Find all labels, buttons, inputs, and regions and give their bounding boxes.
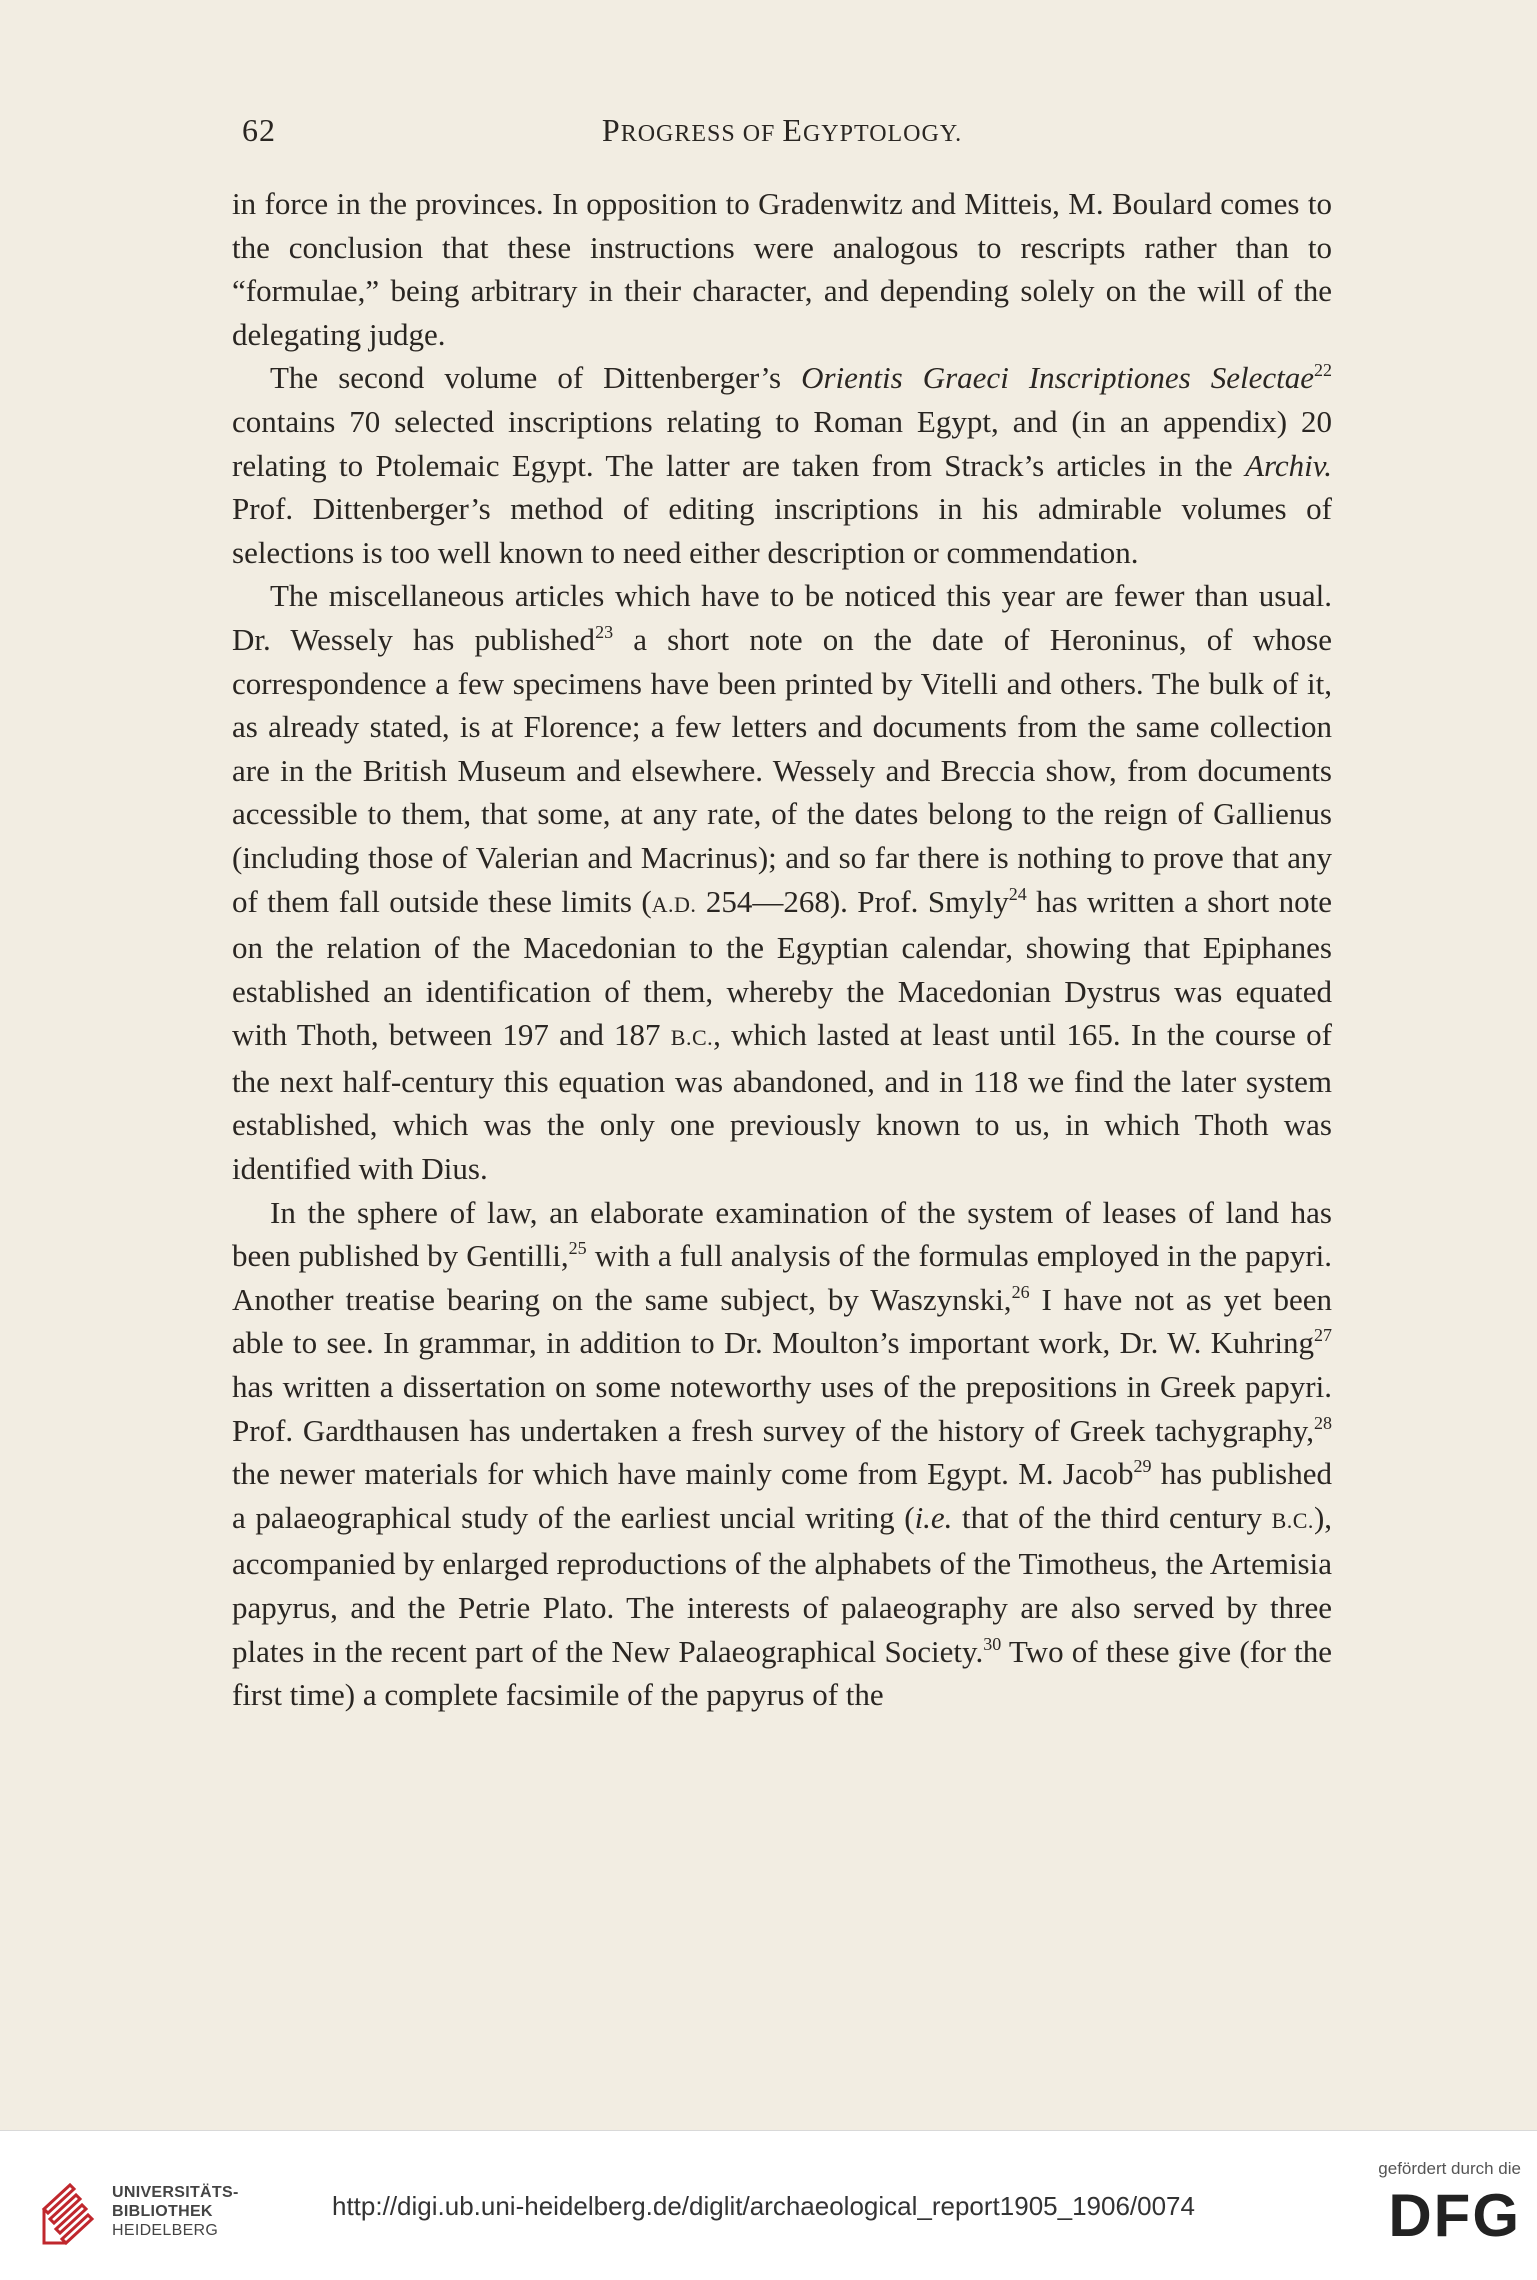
source-url-link[interactable]: http://digi.ub.uni-heidelberg.de/diglit/archaeological_report1905_1906/0074 [332,2191,1195,2221]
text-run: has written a dissertation on some noteworthy uses of the prepositions in Greek papyri. Prof. Gardthausen has undertaken a fresh survey of the history of Greek tachygraphy, [232,1369,1332,1448]
running-head [232,112,1332,149]
text-run: ), accompanied by enlarged reproductions of the alphabets of the Timotheus, the Artemisia papyrus, and the Petrie Plato. The interests of palaeography are also served by three plates in the recent part of the New Palaeographical Society. [232,1499,1333,1669]
text-run: The second volume of Dittenberger’s [270,360,802,396]
text-run: in force in the provinces. In opposition to Gradenwitz and Mitteis, M. Boulard comes to the conclusion that these instructions were analogous to rescripts rather than to “formulae,” being arbitrary in their character, and depending solely on the will of the delegating judge. [232,186,1332,352]
library-name-line: UNIVERSITÄTS- [112,2184,239,2201]
ub-heidelberg-logo-icon [40,2179,100,2247]
library-name-line: BIBLIOTHEK [112,2203,213,2220]
footnote-ref: 26 [1011,1281,1030,1302]
small-caps-text: A.D. [651,891,697,917]
running-head-part: GYPTOLOGY. [802,121,963,147]
footnote-ref: 30 [983,1633,1002,1654]
page-header [232,112,1332,162]
body-text [232,182,1332,1717]
text-run: 254—268). Prof. Smyly [696,883,1009,919]
footnote-ref: 29 [1133,1456,1152,1477]
text-run: a short note on the date of Heroninus, of whose correspondence a few specimens have been printed by Vitelli and others. The bulk of it, as already stated, is at Florence; a few letters and documents from the same collection are in the British Museum and elsewhere. Wessely and Breccia show, from documents accessible to them, that some, at any rate, of the dates belong to the reign of Gallienus (including those of Valerian and Macrinus); and so far there is nothing to prove that any of them fall outside these limits ( [232,621,1332,919]
page-number: 62 [242,112,276,148]
text-run: In the sphere of law, an elaborate examination of the system of leases of land has been published by Gentilli, [232,1194,1332,1274]
footer-bar [0,2130,1537,2280]
text-run: that of the third century [952,1499,1272,1535]
running-head-part: P [601,112,621,148]
text-run: Two of these give (for the first time) a complete facsimile of the papyrus of the [232,1633,1332,1713]
text-run: The miscellaneous articles which have to be noticed this year are fewer than usual. Dr. Wessely has published [232,578,1332,657]
running-head-part: E [782,112,803,148]
italic-text: Archiv. [1245,447,1332,483]
text-run: has written a short note on the relation of the Macedonian to the Egyptian calendar, showing that Epiphanes established an identification of them, whereby the Macedonian Dystrus was equated with Thoth, between 197 and 187 [232,883,1333,1053]
funding-caption: gefördert durch die [1378,2159,1521,2178]
footnote-ref: 22 [1313,360,1332,381]
text-run: has published a palaeographical study of the earliest uncial writing ( [232,1456,1333,1535]
text-run: Prof. Dittenberger’s method of editing inscriptions in his admirable volumes of selections is too well known to need either description or commendation. [232,491,1332,570]
text-run: the newer materials for which have mainly come from Egypt. M. Jacob [232,1456,1134,1492]
dfg-logo: DFG [1388,2182,1521,2249]
italic-text: i.e. [914,1499,953,1535]
small-caps-text: B.C. [670,1025,714,1051]
footnote-ref: 28 [1314,1412,1332,1433]
small-caps-text: B.C. [1271,1507,1314,1533]
text-run: I have not as yet been able to see. In grammar, in addition to Dr. Moulton’s important work, Dr. W. Kuhring [232,1281,1332,1361]
footnote-ref: 23 [595,621,614,642]
footnote-ref: 27 [1314,1325,1332,1346]
running-head-part: ROGRESS OF [620,121,783,147]
text-run: contains 70 selected inscriptions relating to Roman Egypt, and (in an appendix) 20 relating to Ptolemaic Egypt. The latter are taken from Strack’s articles in the [232,403,1332,483]
funding-block[interactable] [1321,2159,1521,2269]
footnote-ref: 24 [1008,883,1027,904]
paragraph [232,356,1332,574]
library-logo[interactable] [40,2179,300,2249]
text-run: , which lasted at least until 165. In the course of the next half-century this equation was abandoned, and in 118 we find the later system established, which was the only one previously known to us, in which Thoth was identified with Dius. [232,1017,1333,1187]
italic-text: Orientis Graeci Inscriptiones Selectae [801,360,1314,396]
text-run: with a full analysis of the formulas employed in the papyri. Another treatise bearing on the same subject, by Waszynski, [232,1238,1333,1317]
library-name-line: HEIDELBERG [112,2222,219,2239]
paragraph [232,182,1332,356]
paragraph [232,1191,1332,1717]
paragraph [232,574,1332,1190]
library-name [112,2183,239,2240]
footnote-ref: 25 [568,1238,587,1259]
